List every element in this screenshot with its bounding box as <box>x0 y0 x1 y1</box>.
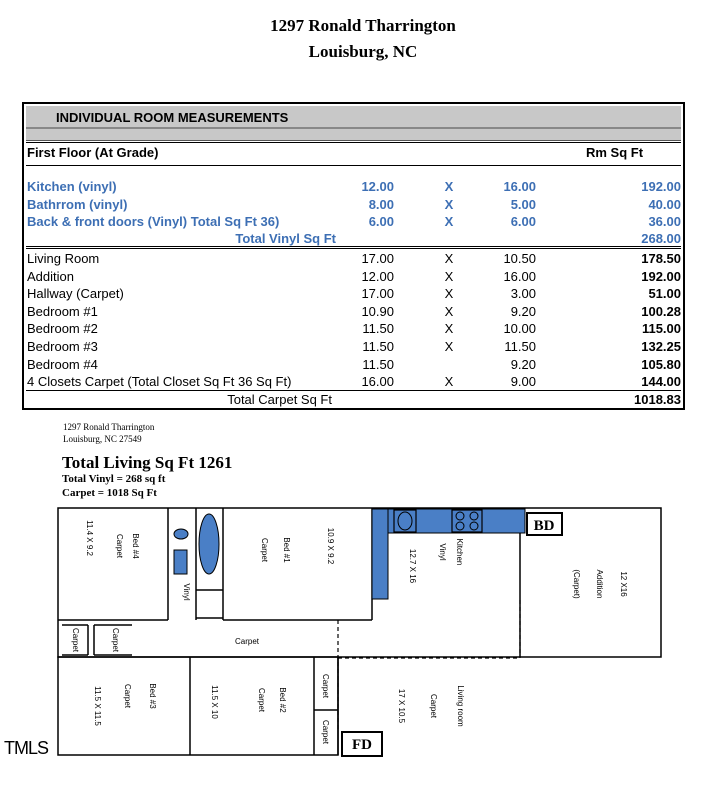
closet-a-label: Carpet <box>71 627 80 653</box>
carpet-row-sq: 51.00 <box>648 286 681 302</box>
carpet-row-l: 11.50 <box>504 339 536 354</box>
carpet-row-w: 12.00 <box>361 268 394 284</box>
bathtub-fixture <box>199 514 219 574</box>
carpet-row-name: Addition <box>27 268 74 284</box>
addition-carpet-label: (Carpet) <box>572 569 581 599</box>
addition-label: Addition <box>595 569 604 599</box>
room-measurements-table <box>22 102 685 410</box>
addition-dim-label: 12 X16 <box>619 571 628 597</box>
sink-bath-fixture <box>174 529 188 539</box>
carpet-row-name: 4 Closets Carpet (Total Closet Sq Ft 36 Sq Ft) <box>27 374 292 390</box>
plan-vinyl-total: Total Vinyl = 268 sq ft <box>62 473 166 485</box>
carpet-row-name: Bedroom #4 <box>27 356 98 372</box>
carpet-row-sq: 144.00 <box>641 374 681 390</box>
section-label: First Floor (At Grade) <box>27 145 159 160</box>
bed3-label: Bed #3 <box>148 683 157 709</box>
vinyl-row-w: 8.00 <box>368 196 394 212</box>
vinyl-row-l: 5.00 <box>510 196 536 212</box>
bed4-label: Bed #4 <box>131 533 140 559</box>
carpet-row-name: Bedroom #2 <box>27 321 98 337</box>
carpet-row-x: X <box>444 339 454 354</box>
floor-plan <box>0 500 726 760</box>
carpet-row-sq: 192.00 <box>641 268 681 284</box>
vinyl-row-sq: 192.00 <box>641 179 681 194</box>
carpet-row-name: Bedroom #3 <box>27 339 98 354</box>
plan-title: Total Living Sq Ft 1261 <box>62 453 233 472</box>
vinyl-row-x: X <box>444 196 454 212</box>
carpet-row-sq: 105.80 <box>641 356 681 372</box>
vinyl-row-w: 12.00 <box>361 179 394 194</box>
bed4-carpet-label: Carpet <box>115 533 124 559</box>
closet-d-label: Carpet <box>321 719 330 745</box>
carpet-row-l: 3.00 <box>510 286 536 302</box>
carpet-row-w: 16.00 <box>361 374 394 390</box>
carpet-row-x: X <box>444 374 454 390</box>
bed1-carpet-label: Carpet <box>260 537 269 563</box>
bed1-label: Bed #1 <box>282 537 291 563</box>
vinyl-row-sq: 36.00 <box>648 214 681 229</box>
plan-carpet-total: Carpet = 1018 Sq Ft <box>62 487 157 499</box>
sqft-header: Rm Sq Ft <box>586 145 644 160</box>
plan-caption-city: Louisburg, NC 27549 <box>63 434 142 444</box>
table-title-band <box>26 106 681 141</box>
carpet-row-x: X <box>444 286 454 302</box>
carpet-row-name: Living Room <box>27 251 100 266</box>
toilet-fixture <box>174 550 187 574</box>
carpet-row-w: 11.50 <box>362 339 394 354</box>
bath-vinyl-label: Vinyl <box>182 583 191 601</box>
hall-carpet-label: Carpet <box>234 637 260 646</box>
bed3-dim-label: 11.5 X 11.5 <box>93 686 102 726</box>
carpet-row-sq: 115.00 <box>641 321 681 337</box>
carpet-row-l: 10.00 <box>503 321 536 337</box>
carpet-row-w: 11.50 <box>362 321 394 337</box>
carpet-row-w: 10.90 <box>361 303 394 319</box>
carpet-row-l: 9.20 <box>510 356 536 372</box>
carpet-row-l: 16.00 <box>503 268 536 284</box>
carpet-row-l: 10.50 <box>503 251 536 266</box>
carpet-row-x: X <box>444 321 454 337</box>
back-door-label: BD <box>533 518 555 534</box>
bed2-dim-label: 11.5 X 10 <box>210 685 219 719</box>
vinyl-total: 268.00 <box>641 231 681 246</box>
carpet-row-name: Bedroom #1 <box>27 303 98 319</box>
table-title: INDIVIDUAL ROOM MEASUREMENTS <box>56 110 289 125</box>
vinyl-row-w: 6.00 <box>368 214 394 229</box>
plan-caption-street: 1297 Ronald Tharrington <box>63 422 155 432</box>
carpet-row-x: X <box>444 251 454 266</box>
front-door-label: FD <box>352 737 372 753</box>
carpet-row-x: X <box>444 268 454 284</box>
carpet-row-l: 9.00 <box>510 374 536 390</box>
kitchen-vinyl-label: Vinyl <box>438 543 447 561</box>
carpet-row-w: 17.00 <box>361 251 394 266</box>
vinyl-row-x: X <box>444 214 454 229</box>
carpet-row-name: Hallway (Carpet) <box>27 286 124 302</box>
carpet-row-sq: 178.50 <box>641 251 681 266</box>
living-dim-label: 17 X 10.5 <box>397 688 406 724</box>
bed2-label: Bed #2 <box>278 687 287 713</box>
carpet-row-l: 9.20 <box>510 303 536 319</box>
vinyl-row-name: Bathrrom (vinyl) <box>27 196 128 212</box>
bed2-carpet-label: Carpet <box>257 687 266 713</box>
vinyl-row-name: Kitchen (vinyl) <box>27 179 117 194</box>
kitchen-dim-label: 12.7 X 16 <box>408 548 417 584</box>
kitchen-counter-side-fixture <box>372 509 388 599</box>
vinyl-row-sq: 40.00 <box>648 196 681 212</box>
carpet-total-label: Total Carpet Sq Ft <box>227 392 332 407</box>
carpet-row-sq: 132.25 <box>641 339 681 354</box>
bed3-carpet-label: Carpet <box>123 683 132 709</box>
vinyl-row-l: 16.00 <box>503 179 536 194</box>
plan-outer-wall <box>58 508 661 657</box>
vinyl-total-label: Total Vinyl Sq Ft <box>235 231 336 246</box>
vinyl-row-name: Back & front doors (Vinyl) Total Sq Ft 36) <box>27 214 280 229</box>
carpet-row-x: X <box>444 303 454 319</box>
property-city: Louisburg, NC <box>308 42 418 61</box>
property-address: 1297 Ronald Tharrington <box>270 16 456 35</box>
kitchen-label: Kitchen <box>455 538 464 566</box>
closet-b-label: Carpet <box>111 627 120 653</box>
carpet-row-w: 17.00 <box>361 286 394 302</box>
vinyl-row-l: 6.00 <box>510 214 536 229</box>
carpet-row-sq: 100.28 <box>641 303 681 319</box>
carpet-total: 1018.83 <box>634 392 681 407</box>
tmls-watermark: TMLS <box>4 738 49 758</box>
living-carpet-label: Carpet <box>429 693 438 719</box>
living-label: Living room <box>456 685 465 727</box>
carpet-row-w: 11.50 <box>362 356 394 372</box>
kitchen-counter-fixture <box>372 509 525 533</box>
vinyl-row-x: X <box>444 179 454 194</box>
closet-c-label: Carpet <box>321 673 330 699</box>
bed4-dim-label: 11.4 X 9.2 <box>85 520 94 556</box>
bed1-dim-label: 10.9 X 9.2 <box>326 527 335 565</box>
